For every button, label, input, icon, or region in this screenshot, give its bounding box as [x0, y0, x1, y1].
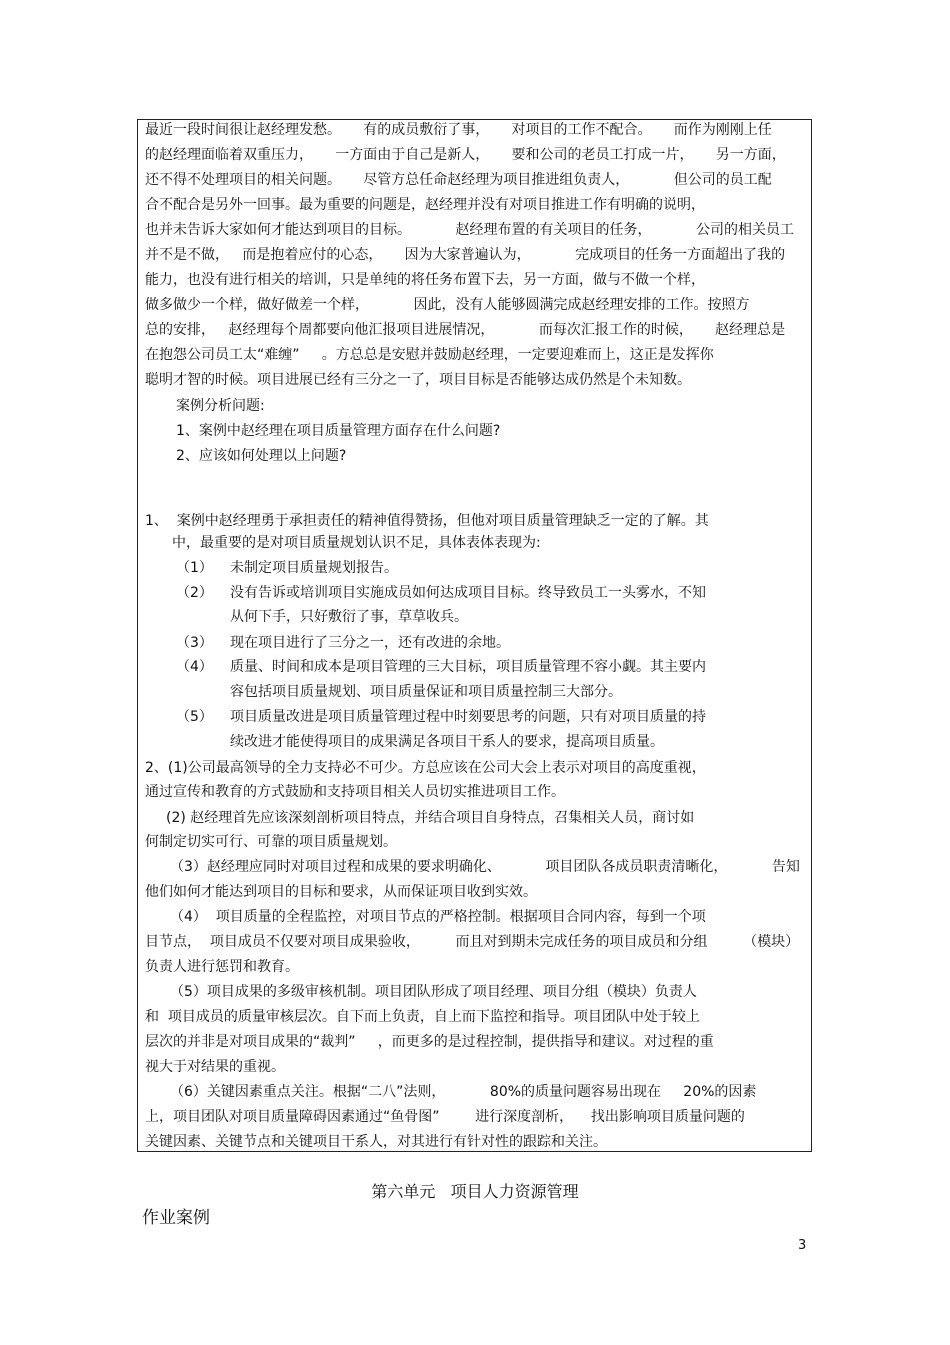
- answer2-line: （5）项目成果的多级审核机制。项目团队形成了项目经理、项目分组（模块）负责人: [170, 984, 697, 1000]
- case-text-line: 能力，也没有进行相关的培训，只是单纯的将任务布置下去，另一方面，做与不做一个样，: [145, 272, 705, 288]
- case-text-line: 做多做少一个样，做好做差一个样， 因此，没有人能够圆满完成赵经理安排的工作。按照方: [145, 297, 750, 313]
- answer2-line: 他们如何才能达到项目的目标和要求，从而保证项目收到实效。: [145, 884, 537, 900]
- case-text-line: 并不是不做， 而是抱着应付的心态， 因为大家普遍认为， 完成项目的任务一方面超出了我的: [145, 247, 786, 263]
- case-text-line: 还不得不处理项目的相关问题。 尽管方总任命赵经理为项目推进组负责人， 但公司的员工配: [145, 172, 772, 188]
- answer1-item-text: 没有告诉或培训项目实施成员如何达成项目目标。终导致员工一头雾水，不知: [230, 585, 706, 601]
- question-item: 1、案例中赵经理在项目质量管理方面存在什么问题?: [176, 423, 501, 439]
- section-subtitle: 作业案例: [142, 1208, 210, 1228]
- answer1-item-text: 容包括项目质量规划、项目质量保证和项目质量控制三大部分。: [230, 684, 622, 700]
- answer1-item-text: 未制定项目质量规划报告。: [230, 560, 398, 576]
- answer2-line: 视大于对结果的重视。: [145, 1059, 285, 1075]
- answer1-item-number: （3）: [176, 635, 213, 651]
- answer1-item-number: （4）: [176, 659, 213, 675]
- questions-heading: 案例分析问题:: [176, 398, 265, 414]
- answer1-item-text: 续改进才能使得项目的成果满足各项目干系人的要求，提高项目质量。: [230, 734, 664, 750]
- case-text-line: 的赵经理面临着双重压力， 一方面由于自己是新人， 要和公司的老员工打成一片， 另一方面，: [145, 147, 786, 163]
- answer1-item-text: 从何下手，只好敷衍了事，草草收兵。: [230, 609, 468, 625]
- answer2-line: （4） 项目质量的全程监控，对项目节点的严格控制。根据项目合同内容，每到一个项: [170, 909, 706, 925]
- answer2-line: （3）赵经理应同时对项目过程和成果的要求明确化、 项目团队各成员职责清晰化， 告知: [170, 859, 800, 875]
- answer1-item-text: 项目质量改进是项目质量管理过程中时刻要思考的问题，只有对项目质量的持: [230, 709, 706, 725]
- case-text-line: 总的安排， 赵经理每个周都要向他汇报项目进展情况， 而每次汇报工作的时候， 赵经理总是: [145, 322, 786, 338]
- answer2-line: 2、(1)公司最高领导的全力支持必不可少。方总应该在公司大会上表示对项目的高度重视，: [145, 760, 706, 776]
- answer2-line: 目节点， 项目成员不仅要对项目成果验收， 而且对到期未完成任务的项目成员和分组 （模块）: [145, 934, 800, 950]
- question-item: 2、应该如何处理以上问题?: [176, 448, 347, 464]
- unit-title: 第六单元 项目人力资源管理: [371, 1182, 579, 1201]
- case-text-line: 合不配合是另外一回事。最为重要的问题是，赵经理并没有对项目推进工作有明确的说明，: [145, 197, 705, 213]
- answer2-line: 层次的并非是对项目成果的“裁判” ，而更多的是过程控制，提供指导和建议。对过程的重: [145, 1034, 714, 1050]
- case-text-line: 聪明才智的时候。项目进展已经有三分之一了，项目目标是否能够达成仍然是个未知数。: [145, 372, 691, 388]
- answer2-line: 通过宣传和教育的方式鼓励和支持项目相关人员切实推进项目工作。: [145, 784, 565, 800]
- answer1-item-text: 现在项目进行了三分之一，还有改进的余地。: [230, 635, 510, 651]
- answer1-item-text: 质量、时间和成本是项目管理的三大目标，项目质量管理不容小觑。其主要内: [230, 659, 706, 675]
- answer2-line: （6）关键因素重点关注。根据“二八”法则， 80%的质量问题容易出现在 20%的因素: [170, 1084, 757, 1100]
- case-text-line: 最近一段时间很让赵经理发愁。 有的成员敷衍了事， 对项目的工作不配合。 而作为刚刚上任: [145, 122, 772, 138]
- answer2-line: 上，项目团队对项目质量障碍因素通过“鱼骨图” 进行深度剖析， 找出影响项目质量问题的: [145, 1109, 745, 1125]
- answer1-item-number: （1）: [176, 560, 213, 576]
- answer2-line: 关键因素、关键节点和关键项目干系人，对其进行有针对性的跟踪和关注。: [145, 1134, 607, 1150]
- answer2-line: 和 项目成员的质量审核层次。自下而上负责，自上而下监控和指导。项目团队中处于较上: [145, 1009, 700, 1025]
- case-text-line: 在抱怨公司员工太“难缠” 。方总总是安慰并鼓励赵经理，一定要迎难而上，这正是发挥你: [145, 347, 714, 363]
- answer2-line: (2) 赵经理首先应该深刻剖析项目特点，并结合项目自身特点，召集相关人员，商讨如: [166, 810, 695, 826]
- page-number: 3: [798, 1238, 807, 1253]
- case-text-line: 也并未告诉大家如何才能达到项目的目标。 赵经理布置的有关项目的任务， 公司的相关员工: [145, 222, 795, 238]
- answer2-line: 负责人进行惩罚和教育。: [145, 959, 299, 975]
- answer1-item-number: （5）: [176, 709, 213, 725]
- answer1-line: 1、 案例中赵经理勇于承担责任的精神值得赞扬，但他对项目质量管理缺乏一定的了解。其: [145, 513, 709, 529]
- answer2-line: 何制定切实可行、可靠的项目质量规划。: [145, 834, 397, 850]
- answer1-item-number: （2）: [176, 585, 213, 601]
- answer1-line: 中，最重要的是对项目质量规划认识不足，具体表体表现为:: [172, 535, 541, 551]
